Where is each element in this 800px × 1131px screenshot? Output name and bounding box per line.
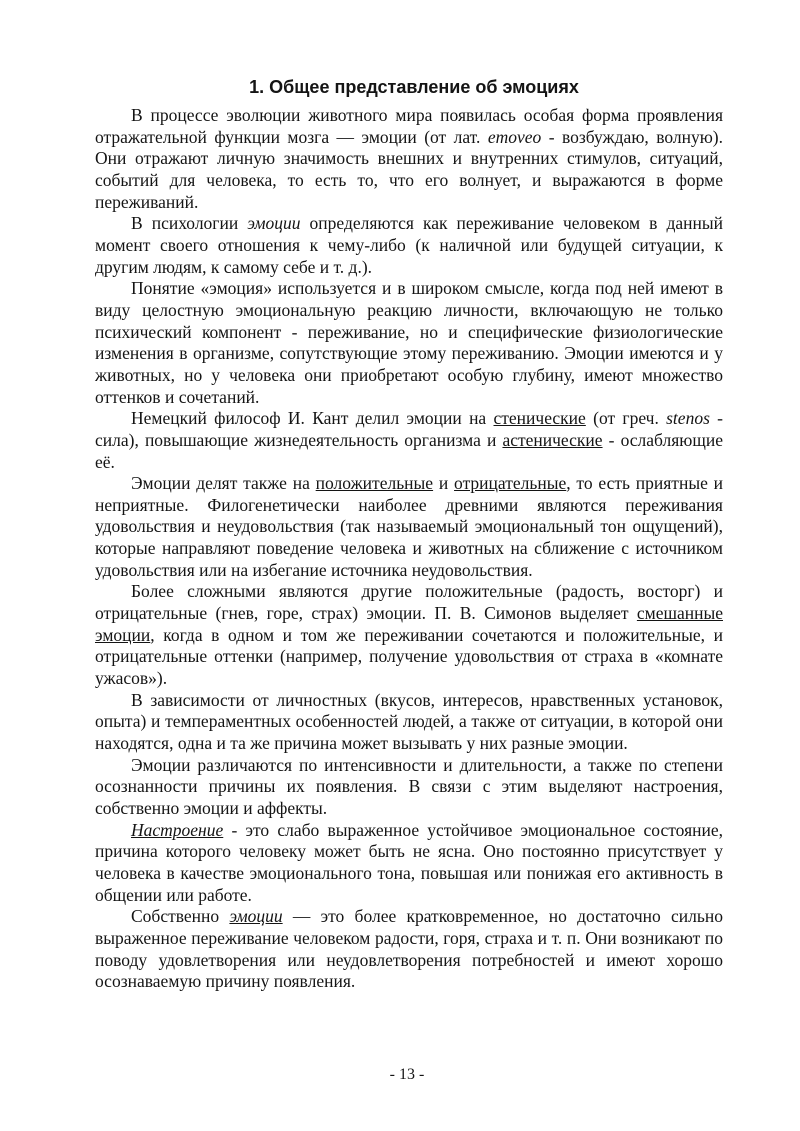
text-run: (от греч. [585, 408, 667, 429]
document-page [95, 74, 723, 993]
text-run: В процессе эволюции животного мира появилась особая форма проявления отражательной функции мозга — эмоции (от лат. [95, 105, 723, 147]
paragraph [95, 690, 723, 755]
paragraph [95, 820, 723, 907]
paragraph [95, 213, 723, 278]
body-text [95, 105, 723, 993]
text-run: , то есть приятные и неприятные. Филогенетически наиболее древними являются переживания удовольствия и неудовольствия (так называемый эмоциональный тон ощущений), которые направляют поведение человека и животных на сближение с источником удовольствия или на избегание источника неудовольствия. [95, 473, 724, 580]
text-run: Более сложными являются другие положительные (радость, восторг) и отрицательные (гнев, горе, страх) эмоции. П. В. Симонов выделяет [95, 581, 723, 624]
paragraph [95, 755, 723, 820]
paragraph [95, 581, 723, 689]
section-heading: 1. Общее представление об эмоциях [249, 77, 579, 97]
emphasized-term: эмоции [247, 213, 301, 234]
text-run: Немецкий философ И. Кант делил эмоции на [131, 408, 494, 429]
underlined-term: эмоции [229, 906, 283, 927]
text-run: Собственно [131, 906, 230, 927]
text-run: Эмоции различаются по интенсивности и длительности, а также по степени осознанности причины их появления. В связи с этим выделяют настроения, собственно эмоции и аффекты. [95, 754, 723, 818]
text-run: и [433, 473, 455, 494]
text-run: - сила), повышающие жизнедеятельность организма и [95, 408, 723, 450]
underlined-term: астенические [502, 429, 603, 450]
paragraph [95, 278, 723, 408]
text-run: — это более кратковременное, но достаточно сильно выраженное переживание человеком радости, горя, страха и т. п. Они возникают по поводу удовлетворения или неудовлетворения потребностей и имеют хорошо осознаваемую причину появления. [95, 906, 723, 992]
underlined-term: Настроение [131, 819, 224, 840]
underlined-term: стенические [493, 408, 586, 429]
text-run: определяются как переживание человеком в данный момент своего отношения к чему-либо (к наличной или будущей ситуации, к другим людям, к самому себе и т. д.). [95, 213, 723, 277]
underlined-term: отрицательные [454, 473, 567, 494]
underlined-term: смешанные эмоции [95, 603, 723, 645]
paragraph [95, 906, 723, 993]
emphasized-term: stenos [666, 408, 710, 429]
emphasized-term: emoveo [487, 126, 542, 147]
text-run: , когда в одном и том же переживании сочетаются и положительные, и отрицательные оттенки (например, получение удовольствия от страха в «комнате ужасов»). [95, 624, 723, 689]
text-run: - возбуждаю, волную). Они отражают личную значимость внешних и внутренних стимулов, ситуаций, событий для человека, то есть то, что его волнует, и выражаются в форме переживаний. [95, 126, 723, 212]
text-run: В зависимости от личностных (вкусов, интересов, нравственных установок, опыта) и темпераментных особенностей людей, а также от ситуации, в которой они находятся, одна и та же причина может вызывать у них разные эмоции. [95, 689, 723, 754]
text-run: В психологии [131, 213, 248, 234]
page-number: - 13 - [389, 1066, 425, 1083]
text-run: Понятие «эмоция» используется и в широком смысле, когда под ней имеют в виду целостную эмоциональную реакцию личности, включающую не только психический компонент - переживание, но и специфические физиологические изменения в организме, сопутствующие этому переживанию. Эмоции имеются и у животных, но у человека они приобретают особую глубину, имеют множество оттенков и сочетаний. [95, 278, 723, 407]
underlined-term: положительные [315, 473, 434, 494]
paragraph [95, 473, 723, 581]
paragraph [95, 408, 723, 473]
text-run: - ослабляющие её. [95, 429, 723, 472]
text-run: - это слабо выраженное устойчивое эмоциональное состояние, причина которого человеку может быть не ясна. Оно постоянно присутствует у человека в качестве эмоционального тона, повышая или понижая его активность в общении или работе. [95, 819, 723, 905]
paragraph [95, 105, 723, 213]
text-run: Эмоции делят также на [131, 473, 316, 494]
